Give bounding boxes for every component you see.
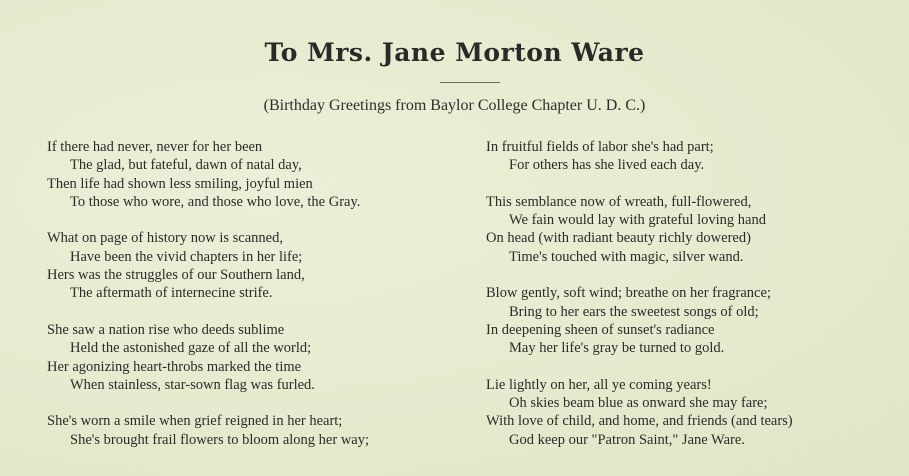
verse-line: Blow gently, soft wind; breathe on her fragrance; xyxy=(486,285,771,302)
verse-line: Then life had shown less smiling, joyful mien xyxy=(47,175,313,192)
verse-line: What on page of history now is scanned, xyxy=(47,230,283,247)
poem-title: To Mrs. Jane Morton Ware xyxy=(264,38,645,67)
verse-line: On head (with radiant beauty richly dowered) xyxy=(486,230,751,247)
stanza xyxy=(486,138,896,175)
verse-line: Have been the vivid chapters in her life; xyxy=(70,248,303,265)
verse-line: Her agonizing heart-throbs marked the time xyxy=(47,358,302,375)
verse-line: Hers was the struggles of our Southern land, xyxy=(47,267,305,284)
verse-line: If there had never, never for her been xyxy=(47,139,263,155)
title-divider xyxy=(440,82,500,83)
left-column xyxy=(47,138,457,467)
stanza xyxy=(47,229,457,302)
verse-line: Time's touched with magic, silver wand. xyxy=(509,248,744,265)
verse-line: Bring to her ears the sweetest songs of old; xyxy=(509,303,759,320)
verse-line: May her life's gray be turned to gold. xyxy=(509,340,725,357)
verse-line: Oh skies beam blue as onward she may fare; xyxy=(509,395,768,412)
stanza xyxy=(47,321,457,394)
stanza xyxy=(486,284,896,357)
verse-line: In fruitful fields of labor she's had part; xyxy=(486,139,714,155)
poem-subtitle: (Birthday Greetings from Baylor College Chapter U. D. C.) xyxy=(263,97,646,114)
verse-line: This semblance now of wreath, full-flowered, xyxy=(486,193,752,210)
stanza xyxy=(47,412,457,449)
right-column xyxy=(486,138,896,467)
verse-line: The glad, but fateful, dawn of natal day, xyxy=(70,157,302,174)
verse-line: With love of child, and home, and friends (and tears) xyxy=(486,413,793,430)
stanza xyxy=(486,193,896,266)
verse-line: She saw a nation rise who deeds sublime xyxy=(47,321,285,338)
verse-line: When stainless, star-sown flag was furled. xyxy=(70,376,315,393)
verse-line: Held the astonished gaze of all the world; xyxy=(70,340,312,357)
verse-line: She's brought frail flowers to bloom along her way; xyxy=(70,431,369,448)
verse-line: To those who wore, and those who love, the Gray. xyxy=(70,193,361,210)
verse-line: She's worn a smile when grief reigned in her heart; xyxy=(47,413,343,430)
verse-line: For others has she lived each day. xyxy=(509,157,705,174)
verse-line: Lie lightly on her, all ye coming years! xyxy=(486,376,712,393)
stanza xyxy=(47,138,457,211)
verse-line: God keep our "Patron Saint," Jane Ware. xyxy=(509,431,745,448)
verse-line: We fain would lay with grateful loving hand xyxy=(509,212,766,229)
stanza xyxy=(486,376,896,449)
verse-line: In deepening sheen of sunset's radiance xyxy=(486,321,715,338)
verse-line: The aftermath of internecine strife. xyxy=(70,285,273,302)
